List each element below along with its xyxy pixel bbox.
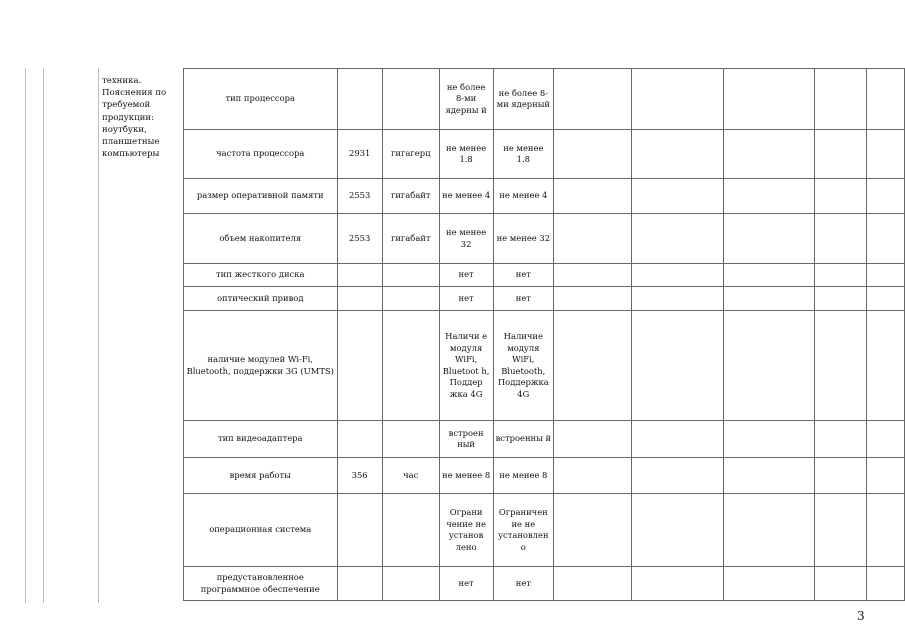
param-value-a: Наличи е модуля WiFi, Bluetoot h, Поддер жка 4G bbox=[439, 311, 493, 421]
margin-line-1 bbox=[25, 68, 26, 603]
param-value-b: не менее 1.8 bbox=[493, 130, 554, 179]
empty-cell bbox=[554, 179, 632, 214]
empty-cell bbox=[554, 264, 632, 287]
empty-cell bbox=[631, 287, 723, 311]
empty-cell bbox=[631, 69, 723, 130]
empty-cell bbox=[554, 567, 632, 601]
empty-cell bbox=[723, 567, 814, 601]
empty-cell bbox=[631, 179, 723, 214]
table-row bbox=[184, 458, 905, 494]
empty-cell bbox=[723, 458, 814, 494]
param-value-b: не более 8-ми ядерный bbox=[493, 69, 554, 130]
param-value-a: не менее 4 bbox=[439, 179, 493, 214]
param-value-b: нет bbox=[493, 567, 554, 601]
empty-cell bbox=[866, 494, 904, 567]
empty-cell bbox=[554, 458, 632, 494]
empty-cell bbox=[815, 264, 867, 287]
param-unit bbox=[382, 421, 439, 458]
param-value-a: нет bbox=[439, 287, 493, 311]
param-code bbox=[337, 494, 382, 567]
param-value-b: не менее 32 bbox=[493, 214, 554, 264]
param-code bbox=[337, 69, 382, 130]
empty-cell bbox=[866, 214, 904, 264]
empty-cell bbox=[554, 214, 632, 264]
empty-cell bbox=[631, 421, 723, 458]
param-name: наличие модулей Wi-Fi, Bluetooth, поддержки 3G (UMTS) bbox=[184, 311, 338, 421]
param-name: частота процессора bbox=[184, 130, 338, 179]
param-value-b: нет bbox=[493, 264, 554, 287]
empty-cell bbox=[723, 179, 814, 214]
param-value-a: нет bbox=[439, 567, 493, 601]
margin-line-2 bbox=[43, 68, 44, 603]
empty-cell bbox=[815, 421, 867, 458]
param-code bbox=[337, 287, 382, 311]
param-code: 2553 bbox=[337, 179, 382, 214]
param-value-a: Ограни чение не установ лено bbox=[439, 494, 493, 567]
empty-cell bbox=[723, 494, 814, 567]
empty-cell bbox=[554, 287, 632, 311]
empty-cell bbox=[866, 69, 904, 130]
param-value-a: не менее 32 bbox=[439, 214, 493, 264]
param-unit bbox=[382, 69, 439, 130]
table-row bbox=[184, 179, 905, 214]
param-unit bbox=[382, 494, 439, 567]
empty-cell bbox=[866, 179, 904, 214]
param-name: тип жесткого диска bbox=[184, 264, 338, 287]
page-number: 3 bbox=[857, 609, 865, 623]
empty-cell bbox=[866, 421, 904, 458]
table-row bbox=[184, 69, 905, 130]
param-unit: гигагерц bbox=[382, 130, 439, 179]
empty-cell bbox=[815, 130, 867, 179]
empty-cell bbox=[631, 264, 723, 287]
empty-cell bbox=[631, 494, 723, 567]
table-row bbox=[184, 494, 905, 567]
empty-cell bbox=[554, 130, 632, 179]
param-value-a: встроен ный bbox=[439, 421, 493, 458]
margin-line-3 bbox=[98, 68, 99, 603]
param-unit: гигабайт bbox=[382, 179, 439, 214]
param-code: 2931 bbox=[337, 130, 382, 179]
empty-cell bbox=[866, 458, 904, 494]
param-name: размер оперативной памяти bbox=[184, 179, 338, 214]
product-description: техника. Пояснения по требуемой продукции: ноутбуки, планшетные компьютеры bbox=[102, 76, 167, 160]
empty-cell bbox=[815, 287, 867, 311]
empty-cell bbox=[815, 458, 867, 494]
table-row bbox=[184, 264, 905, 287]
empty-cell bbox=[815, 214, 867, 264]
empty-cell bbox=[554, 421, 632, 458]
empty-cell bbox=[723, 421, 814, 458]
empty-cell bbox=[866, 311, 904, 421]
param-code bbox=[337, 264, 382, 287]
table-row bbox=[184, 130, 905, 179]
empty-cell bbox=[723, 311, 814, 421]
table-row bbox=[184, 421, 905, 458]
param-unit: гигабайт bbox=[382, 214, 439, 264]
param-unit bbox=[382, 311, 439, 421]
param-code bbox=[337, 311, 382, 421]
empty-cell bbox=[815, 567, 867, 601]
empty-cell bbox=[815, 311, 867, 421]
empty-cell bbox=[631, 567, 723, 601]
param-code bbox=[337, 567, 382, 601]
empty-cell bbox=[631, 130, 723, 179]
empty-cell bbox=[815, 69, 867, 130]
empty-cell bbox=[866, 287, 904, 311]
param-value-a: не менее 8 bbox=[439, 458, 493, 494]
empty-cell bbox=[866, 130, 904, 179]
param-value-a: не менее 1.8 bbox=[439, 130, 493, 179]
param-name: оптический привод bbox=[184, 287, 338, 311]
param-name: предустановленное программное обеспечение bbox=[184, 567, 338, 601]
empty-cell bbox=[554, 494, 632, 567]
table-row bbox=[184, 287, 905, 311]
param-value-b: Наличие модуля WiFi, Bluetooth, Поддержка 4G bbox=[493, 311, 554, 421]
table-row bbox=[184, 214, 905, 264]
empty-cell bbox=[723, 69, 814, 130]
empty-cell bbox=[554, 311, 632, 421]
empty-cell bbox=[815, 494, 867, 567]
param-value-b: нет bbox=[493, 287, 554, 311]
param-value-b: Ограничен ие не установлен о bbox=[493, 494, 554, 567]
param-value-a: не более 8-ми ядерны й bbox=[439, 69, 493, 130]
table-row bbox=[184, 311, 905, 421]
empty-cell bbox=[723, 130, 814, 179]
param-code bbox=[337, 421, 382, 458]
param-name: операционная система bbox=[184, 494, 338, 567]
param-name: объем накопителя bbox=[184, 214, 338, 264]
empty-cell bbox=[866, 567, 904, 601]
param-value-b: не менее 8 bbox=[493, 458, 554, 494]
param-value-b: встроенны й bbox=[493, 421, 554, 458]
empty-cell bbox=[631, 458, 723, 494]
param-value-a: нет bbox=[439, 264, 493, 287]
empty-cell bbox=[866, 264, 904, 287]
empty-cell bbox=[815, 179, 867, 214]
param-name: тип видеоадаптера bbox=[184, 421, 338, 458]
param-value-b: не менее 4 bbox=[493, 179, 554, 214]
param-unit: час bbox=[382, 458, 439, 494]
param-unit bbox=[382, 264, 439, 287]
empty-cell bbox=[723, 287, 814, 311]
param-unit bbox=[382, 287, 439, 311]
empty-cell bbox=[631, 311, 723, 421]
param-name: время работы bbox=[184, 458, 338, 494]
table-row bbox=[184, 567, 905, 601]
empty-cell bbox=[723, 264, 814, 287]
spec-table bbox=[183, 68, 905, 601]
empty-cell bbox=[554, 69, 632, 130]
param-unit bbox=[382, 567, 439, 601]
empty-cell bbox=[631, 214, 723, 264]
param-code: 2553 bbox=[337, 214, 382, 264]
param-code: 356 bbox=[337, 458, 382, 494]
param-name: тип процессора bbox=[184, 69, 338, 130]
empty-cell bbox=[723, 214, 814, 264]
